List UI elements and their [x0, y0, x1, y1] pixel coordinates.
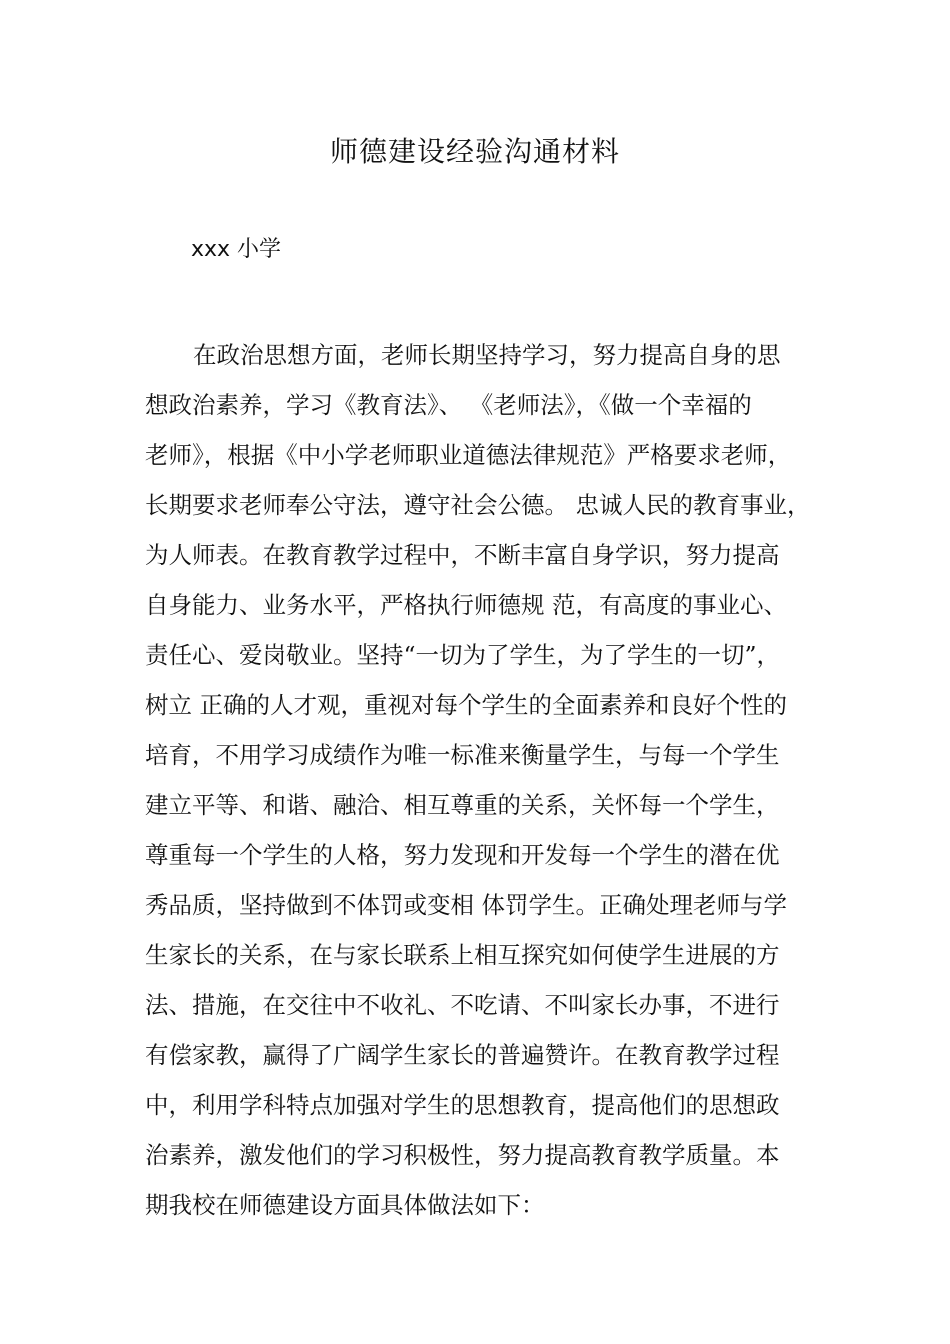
text-line: 自身能力、业务水平，严格执行师德规 范，有高度的事业心、: [145, 591, 787, 619]
text-line: 责任心、爱岗敬业。坚持“一切为了学生，为了学生的一切”，: [145, 641, 781, 669]
text-line: 治素养，激发他们的学习积极性，努力提高教育教学质量。本: [145, 1141, 780, 1169]
text-line: 老师》，根据《中小学老师职业道德法律规范》严格要求老师，: [145, 441, 792, 469]
text-line: 在政治思想方面，老师长期坚持学习，努力提高自身的思: [193, 341, 781, 369]
text-line: 为人师表。在教育教学过程中，不断丰富自身学识，努力提高: [145, 541, 780, 569]
text-line: 有偿家教，赢得了广阔学生家长的普遍赞许。在教育教学过程: [145, 1041, 780, 1069]
body-paragraph: [145, 330, 835, 1230]
text-line: 尊重每一个学生的人格，努力发现和开发每一个学生的潜在优: [145, 841, 780, 869]
document-title: 师德建设经验沟通材料: [329, 135, 620, 168]
text-line: 培育，不用学习成绩作为唯一标准来衡量学生，与每一个学生: [145, 741, 780, 769]
text-line: 长期要求老师奉公守法，遵守社会公德。 忠诚人民的教育事业，: [145, 491, 811, 519]
text-line: 中，利用学科特点加强对学生的思想教育，提高他们的思想政: [145, 1091, 780, 1119]
text-line: 生家长的关系，在与家长联系上相互探究如何使学生进展的方: [145, 941, 780, 969]
text-line: 期我校在师德建设方面具体做法如下：: [145, 1191, 545, 1219]
school-name: xxx 小学: [191, 237, 282, 262]
text-line: 建立平等、和谐、融洽、相互尊重的关系，关怀每一个学生，: [145, 791, 780, 819]
text-line: 法、措施，在交往中不收礼、不吃请、不叫家长办事，不进行: [145, 991, 780, 1019]
text-line: 树立 正确的人才观，重视对每个学生的全面素养和良好个性的: [145, 691, 787, 719]
text-line: 想政治素养，学习《教育法》、 《老师法》，《做一个幸福的: [145, 391, 752, 419]
text-line: 秀品质，坚持做到不体罚或变相 体罚学生。正确处理老师与学: [145, 891, 787, 919]
